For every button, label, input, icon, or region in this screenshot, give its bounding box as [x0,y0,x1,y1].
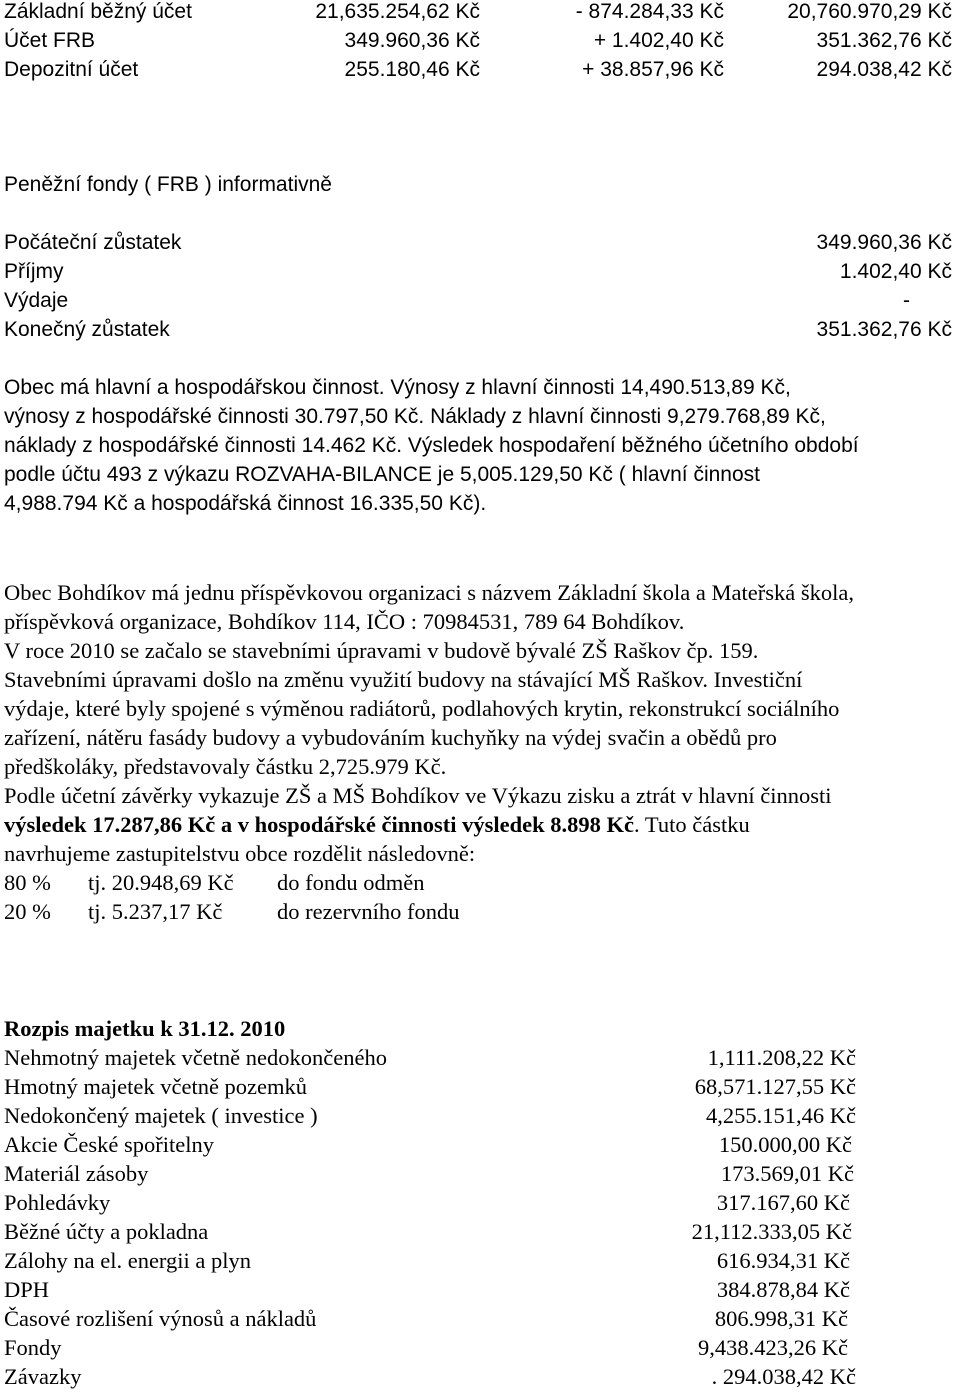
funds-value: 351.362,76 Kč [816,318,952,341]
asset-label: Materiál zásoby [4,1161,149,1186]
asset-label: Zálohy na el. energii a plyn [4,1248,252,1273]
asset-label: Fondy [4,1335,62,1360]
paragraph-line: Obec má hlavní a hospodářskou činnost. Výnosy z hlavní činnosti 14,490.513,89 Kč, [4,376,791,399]
funds-title: Peněžní fondy ( FRB ) informativně [4,173,332,196]
result-tail-text: . Tuto částku [634,812,750,837]
paragraph-line: náklady z hospodářské činnosti 14.462 Kč. Výsledek hospodaření běžného účetního období [4,434,859,457]
asset-value: 317.167,60 Kč [716,1190,850,1215]
asset-label: Časové rozlišení výnosů a nákladů [4,1306,317,1331]
result-line [4,810,750,839]
split-amount: tj. 20.948,69 Kč [88,870,234,895]
paragraph-line: Podle účetní závěrky vykazuje ZŠ a MŠ Bohdíkov ve Výkazu zisku a ztrát v hlavní činnosti [4,783,832,808]
asset-value: 1,111.208,22 Kč [707,1045,856,1070]
asset-label: Hmotný majetek včetně pozemků [4,1074,308,1099]
paragraph-line: předškoláky, představovaly částku 2,725.979 Kč. [4,754,447,779]
account-start-balance: 255.180,46 Kč [344,58,480,81]
asset-value: 4,255.151,46 Kč [706,1103,856,1128]
paragraph-line: výnosy z hospodářské činnosti 30.797,50 Kč. Náklady z hlavní činnosti 9,279.768,89 Kč, [4,405,826,428]
funds-value: 1.402,40 Kč [839,260,952,283]
paragraph-line: výdaje, které byly spojené s výměnou radiátorů, podlahových krytin, rekonstrukcí sociálního [4,696,840,721]
split-amount: tj. 5.237,17 Kč [88,899,223,924]
funds-value: 349.960,36 Kč [816,231,952,254]
result-bold-text: výsledek 17.287,86 Kč a v hospodářské činnosti výsledek 8.898 Kč [4,812,635,837]
asset-value: . 294.038,42 Kč [711,1364,856,1389]
paragraph-line: Stavebními úpravami došlo na změnu využití budovy na stávající MŠ Raškov. Investiční [4,667,803,692]
asset-value: 806.998,31 Kč [714,1306,848,1331]
account-end-balance: 351.362,76 Kč [816,29,952,52]
asset-label: Nedokončený majetek ( investice ) [4,1103,318,1128]
split-percent: 20 % [4,899,51,924]
asset-value: 173.569,01 Kč [720,1161,854,1186]
asset-value: 68,571.127,55 Kč [694,1074,856,1099]
account-change: + 38.857,96 Kč [582,58,724,81]
funds-label: Konečný zůstatek [4,318,170,341]
funds-label: Příjmy [4,260,64,283]
asset-value: 21,112.333,05 Kč [691,1219,852,1244]
proposal-line: navrhujeme zastupitelstvu obce rozdělit následovně: [4,841,476,866]
asset-label: Závazky [4,1364,82,1389]
asset-label: Běžné účty a pokladna [4,1219,209,1244]
paragraph-line: zařízení, nátěru fasády budovy a vybudováním kuchyňky na výdej svačin a obědů pro [4,725,777,750]
account-name: Účet FRB [4,29,96,52]
account-end-balance: 20,760.970,29 Kč [787,0,952,23]
assets-title: Rozpis majetku k 31.12. 2010 [4,1016,286,1041]
paragraph-line: 4,988.794 Kč a hospodářská činnost 16.335,50 Kč). [4,492,487,515]
asset-label: Akcie České spořitelny [4,1132,214,1157]
asset-label: DPH [4,1277,50,1302]
asset-value: 9,438.423,26 Kč [698,1335,848,1360]
funds-value: - [903,289,910,312]
account-start-balance: 21,635.254,62 Kč [315,0,480,23]
asset-value: 384.878,84 Kč [716,1277,850,1302]
account-change: - 874.284,33 Kč [575,0,724,23]
asset-label: Pohledávky [4,1190,111,1215]
split-percent: 80 % [4,870,51,895]
paragraph-line: Obec Bohdíkov má jednu příspěvkovou organizaci s názvem Základní škola a Mateřská škola, [4,580,854,605]
paragraph-line: podle účtu 493 z výkazu ROZVAHA-BILANCE je 5,005.129,50 Kč ( hlavní činnost [4,463,760,486]
account-change: + 1.402,40 Kč [593,29,724,52]
account-end-balance: 294.038,42 Kč [816,58,952,81]
funds-label: Výdaje [4,289,69,312]
asset-label: Nehmotný majetek včetně nedokončeného [4,1045,387,1070]
split-target: do fondu odměn [277,870,425,895]
account-name: Depozitní účet [4,58,139,81]
paragraph-line: V roce 2010 se začalo se stavebními úpravami v budově bývalé ZŠ Raškov čp. 159. [4,638,759,663]
account-start-balance: 349.960,36 Kč [344,29,480,52]
asset-value: 150.000,00 Kč [718,1132,852,1157]
paragraph-line: příspěvková organizace, Bohdíkov 114, IČO : 70984531, 789 64 Bohdíkov. [4,609,685,634]
split-target: do rezervního fondu [277,899,460,924]
account-name: Základní běžný účet [4,0,192,23]
asset-value: 616.934,31 Kč [716,1248,850,1273]
funds-label: Počáteční zůstatek [4,231,182,254]
